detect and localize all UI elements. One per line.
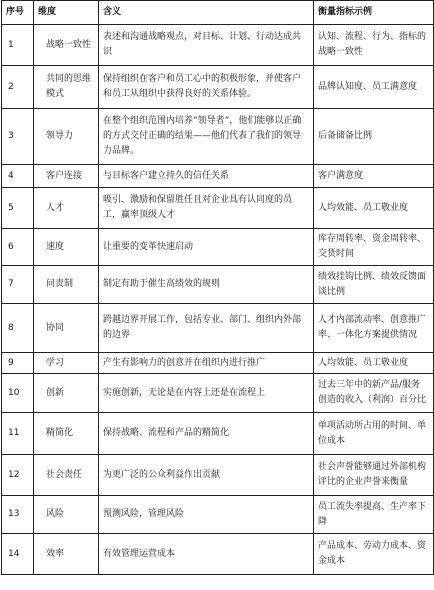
header-dimension: 维度 xyxy=(34,1,99,25)
table-row xyxy=(2,188,434,229)
row-number: 7 xyxy=(2,266,34,304)
row-dimension: 人才 xyxy=(34,188,99,229)
table-row xyxy=(2,413,434,455)
row-dimension: 共同的思维模式 xyxy=(34,66,99,109)
row-dimension: 创新 xyxy=(34,374,99,413)
row-metric: 后备储备比例 xyxy=(314,109,434,165)
table-row xyxy=(2,25,434,66)
table-row xyxy=(2,66,434,109)
row-number: 14 xyxy=(2,534,34,575)
table-row xyxy=(2,455,434,496)
row-metric: 人均效能、员工敬业度 xyxy=(314,353,434,374)
row-metric: 人均效能、员工敬业度 xyxy=(314,188,434,229)
row-meaning: 与目标客户建立持久的信任关系 xyxy=(99,165,314,188)
row-metric: 产品成本、劳动力成本、资金成本 xyxy=(314,534,434,575)
table-row xyxy=(2,374,434,413)
row-dimension: 社会责任 xyxy=(34,455,99,496)
row-dimension: 精简化 xyxy=(34,413,99,455)
row-metric: 人才内部流动率、创意推广率、一体化方案提供情况 xyxy=(314,304,434,353)
row-metric: 库存周转率、资金周转率、交货时间 xyxy=(314,229,434,266)
row-meaning: 保持战略、流程和产品的精简化 xyxy=(99,413,314,455)
row-meaning: 吸引、激励和保留胜任且对企业具有认同度的员工，赢率顶级人才 xyxy=(99,188,314,229)
row-dimension: 风险 xyxy=(34,496,99,534)
row-meaning: 跨越边界开展工作，包括专业、部门、组织内外部的边界 xyxy=(99,304,314,353)
table-row xyxy=(2,165,434,188)
row-number: 3 xyxy=(2,109,34,165)
row-dimension: 战略一致性 xyxy=(34,25,99,66)
table-row xyxy=(2,109,434,165)
row-dimension: 学习 xyxy=(34,353,99,374)
row-metric: 单项活动所占用的时间、单位成本 xyxy=(314,413,434,455)
row-meaning: 制定有助于催生高绩效的规则 xyxy=(99,266,314,304)
row-metric: 员工流失率提高、生产率下降 xyxy=(314,496,434,534)
row-number: 9 xyxy=(2,353,34,374)
row-dimension: 协同 xyxy=(34,304,99,353)
row-dimension: 客户连接 xyxy=(34,165,99,188)
row-dimension: 速度 xyxy=(34,229,99,266)
row-number: 5 xyxy=(2,188,34,229)
row-number: 6 xyxy=(2,229,34,266)
table-row xyxy=(2,229,434,266)
row-meaning: 预测风险，管理风险 xyxy=(99,496,314,534)
row-number: 11 xyxy=(2,413,34,455)
table-row xyxy=(2,534,434,575)
row-metric: 认知、流程、行为、指标的战略一致性 xyxy=(314,25,434,66)
row-number: 13 xyxy=(2,496,34,534)
dimension-table xyxy=(1,0,434,575)
row-meaning: 有效管理运营成本 xyxy=(99,534,314,575)
row-meaning: 为更广泛的公众利益作出贡献 xyxy=(99,455,314,496)
table-row xyxy=(2,266,434,304)
row-meaning: 实施创新，无论是在内容上还是在流程上 xyxy=(99,374,314,413)
row-meaning: 保持组织在客户和员工心中的积极形象，并使客户和员工从组织中获得良好的关系体验。 xyxy=(99,66,314,109)
row-meaning: 产生有影响力的创意并在组织内进行推广 xyxy=(99,353,314,374)
table-row xyxy=(2,304,434,353)
row-number: 10 xyxy=(2,374,34,413)
table-row xyxy=(2,353,434,374)
row-number: 1 xyxy=(2,25,34,66)
row-metric: 过去三年中的新产品/服务创造的收入（利润）百分比 xyxy=(314,374,434,413)
row-metric: 绩效挂钩比例、绩效反馈面谈比例 xyxy=(314,266,434,304)
row-number: 8 xyxy=(2,304,34,353)
row-metric: 客户满意度 xyxy=(314,165,434,188)
row-meaning: 让重要的变革快速启动 xyxy=(99,229,314,266)
row-dimension: 问责制 xyxy=(34,266,99,304)
row-metric: 社会声誉能够通过外部机构评比的企业声誉来衡量 xyxy=(314,455,434,496)
row-number: 4 xyxy=(2,165,34,188)
header-no: 序号 xyxy=(2,1,34,25)
row-dimension: 效率 xyxy=(34,534,99,575)
row-meaning: 在整个组织范围内培养“领导者”，他们能够以正确的方式交付正确的结果——他们代表了我们的领导力品牌。 xyxy=(99,109,314,165)
table-row xyxy=(2,496,434,534)
row-number: 2 xyxy=(2,66,34,109)
row-meaning: 表述和沟通战略观点，对目标、计划、行动达成共识 xyxy=(99,25,314,66)
row-metric: 品牌认知度、员工满意度 xyxy=(314,66,434,109)
row-dimension: 领导力 xyxy=(34,109,99,165)
header-row xyxy=(2,1,434,25)
header-meaning: 含义 xyxy=(99,1,314,25)
header-metric: 衡量指标示例 xyxy=(314,1,434,25)
row-number: 12 xyxy=(2,455,34,496)
